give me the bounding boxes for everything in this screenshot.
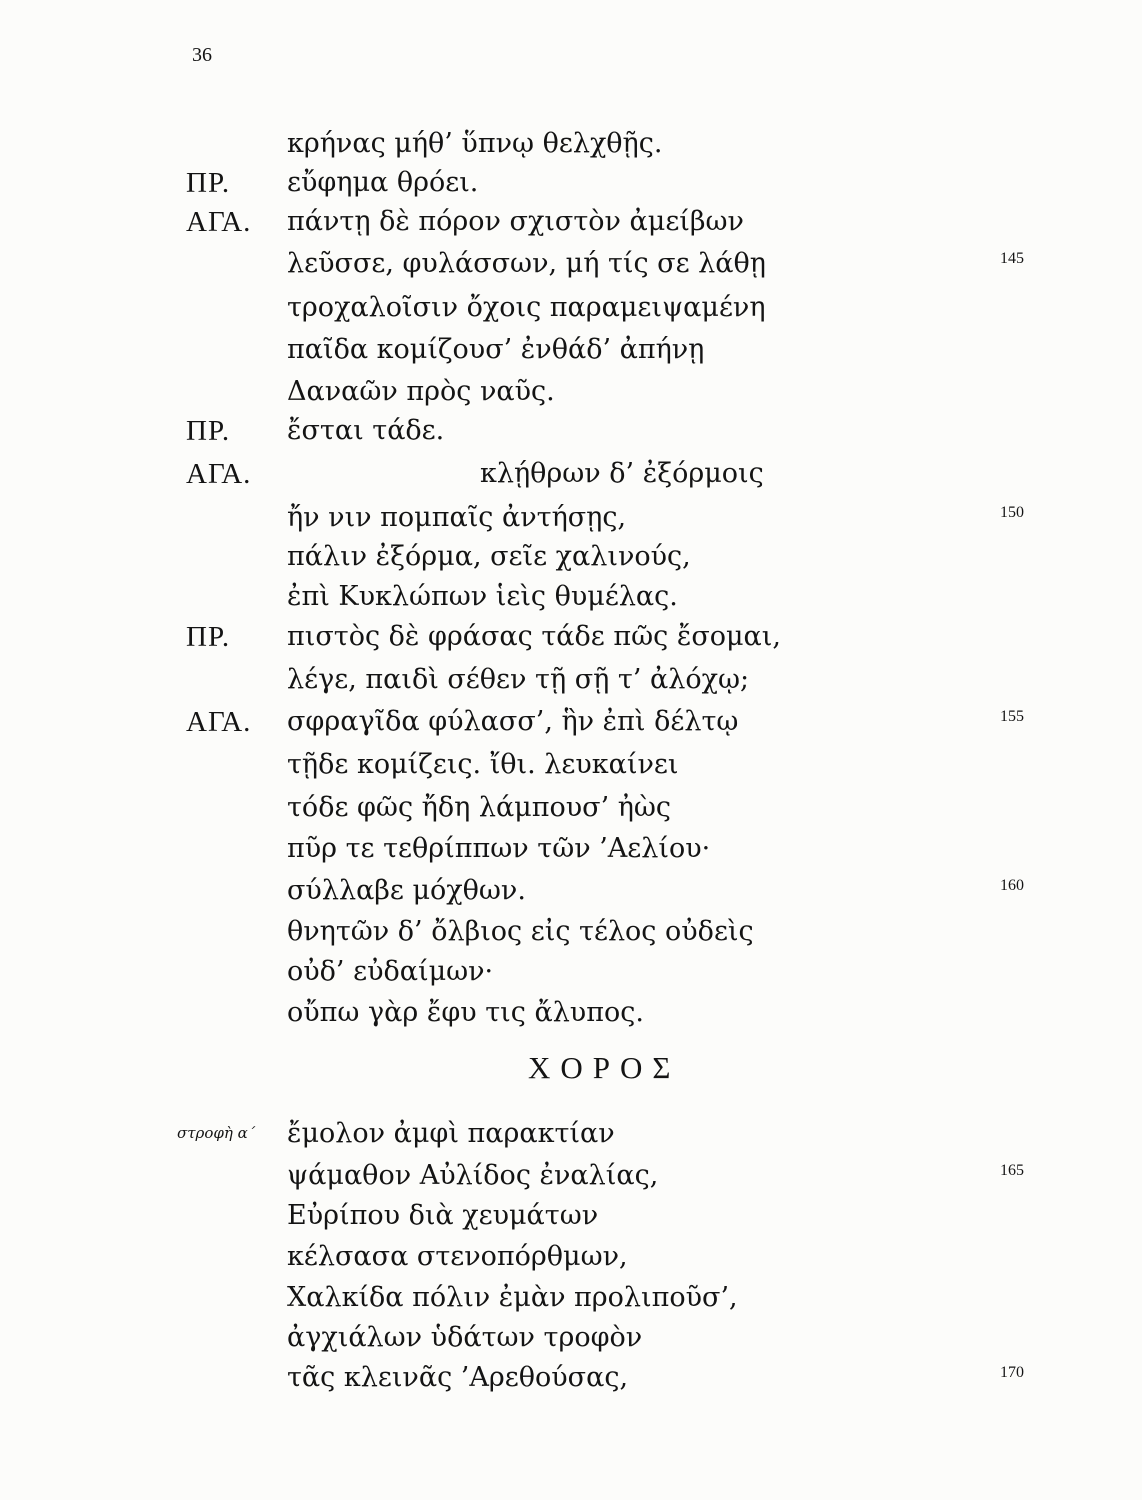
verse-line	[0, 288, 1142, 328]
verse-line	[0, 454, 1142, 494]
verse-text: τροχαλοῖσιν ὄχοις παραμειψαμένη	[287, 292, 766, 323]
verse-text: κρήνας μήθ’ ὕπνῳ θελχθῇς.	[287, 128, 663, 159]
verse-text: πάντῃ δὲ πόρον σχιστὸν ἀμείβων	[287, 206, 744, 237]
stanza-marker: στροφὴ α΄	[177, 1124, 256, 1142]
verse-line	[0, 537, 1142, 577]
verse-line	[0, 702, 1142, 742]
verse-line	[0, 1358, 1142, 1398]
verse-line	[0, 411, 1142, 451]
verse-line	[0, 577, 1142, 617]
verse-line	[0, 871, 1142, 911]
verse-text: Δαναῶν πρὸς ναῦς.	[287, 376, 555, 407]
verse-line	[0, 912, 1142, 952]
verse-line	[0, 202, 1142, 242]
verse-line	[0, 1196, 1142, 1236]
verse-text: ἀγχιάλων ὑδάτων τροφὸν	[287, 1322, 643, 1353]
verse-line	[0, 372, 1142, 412]
verse-line	[0, 993, 1142, 1033]
verse-text: πιστὸς δὲ φράσας τάδε πῶς ἔσομαι,	[287, 621, 781, 652]
chorus-heading: ΧΟΡΟΣ	[528, 1050, 681, 1085]
verse-line	[0, 498, 1142, 538]
verse-text: πῦρ τε τεθρίππων τῶν ’Αελίου·	[287, 833, 711, 864]
verse-text: λεῦσσε, φυλάσσων, μή τίς σε λάθῃ	[287, 248, 766, 279]
verse-line	[0, 163, 1142, 203]
verse-text: κέλσασα στενοπόρθμων,	[287, 1241, 628, 1272]
verse-text: σύλλαβε μόχθων.	[287, 875, 526, 906]
verse-line	[0, 617, 1142, 657]
verse-text: τᾶς κλεινᾶς ’Αρεθούσας,	[287, 1362, 629, 1393]
verse-line	[0, 1156, 1142, 1196]
verse-text: οὔπω γὰρ ἔφυ τις ἄλυπος.	[287, 997, 644, 1028]
verse-text: Εὐρίπου διὰ χευμάτων	[287, 1200, 599, 1231]
verse-text: εὔφημα θρόει.	[287, 167, 479, 198]
verse-line	[0, 660, 1142, 700]
verse-line	[0, 1237, 1142, 1277]
verse-text: Χαλκίδα πόλιν ἐμὰν προλιποῦσ’,	[287, 1282, 738, 1313]
verse-text: κλῄθρων δ’ ἐξόρμοις	[480, 458, 764, 489]
verse-text: ἐπὶ Κυκλώπων ἱεὶς θυμέλας.	[287, 581, 678, 612]
line-number: 160	[1000, 877, 1024, 894]
verse-line	[0, 124, 1142, 164]
verse-text: τῇδε κομίζεις. ἴθι. λευκαίνει	[287, 749, 679, 780]
verse-text: τόδε φῶς ἤδη λάμπουσ’ ἠὼς	[287, 792, 672, 823]
verse-line	[0, 1278, 1142, 1318]
line-number: 150	[1000, 504, 1024, 521]
speaker-label: ΑΓΑ.	[186, 206, 252, 238]
speaker-label: ΑΓΑ.	[186, 706, 252, 738]
verse-text: οὐδ’ εὐδαίμων·	[287, 956, 494, 987]
speaker-label: ΠΡ.	[186, 167, 231, 199]
verse-text: πάλιν ἐξόρμα, σεῖε χαλινούς,	[287, 541, 691, 572]
verse-line	[0, 1114, 1142, 1154]
verse-line	[0, 788, 1142, 828]
verse-line	[0, 952, 1142, 992]
verse-text: ἤν νιν πομπαῖς ἀντήσῃς,	[287, 502, 627, 533]
verse-text: θνητῶν δ’ ὄλβιος εἰς τέλος οὐδεὶς	[287, 916, 754, 947]
speaker-label: ΠΡ.	[186, 621, 231, 653]
verse-line	[0, 244, 1142, 284]
line-number: 165	[1000, 1162, 1024, 1179]
speaker-label: ΑΓΑ.	[186, 458, 252, 490]
verse-text: σφραγῖδα φύλασσ’, ἣν ἐπὶ δέλτῳ	[287, 706, 739, 737]
page-number: 36	[192, 44, 212, 66]
line-number: 155	[1000, 708, 1024, 725]
verse-text: παῖδα κομίζουσ’ ἐνθάδ’ ἀπήνῃ	[287, 334, 705, 365]
verse-line	[0, 330, 1142, 370]
speaker-label: ΠΡ.	[186, 415, 231, 447]
verse-text: ἔσται τάδε.	[287, 415, 445, 446]
line-number: 170	[1000, 1364, 1024, 1381]
verse-line	[0, 745, 1142, 785]
verse-text: ἔμολον ἀμφὶ παρακτίαν	[287, 1118, 615, 1149]
verse-text: λέγε, παιδὶ σέθεν τῇ σῇ τ’ ἀλόχῳ;	[287, 664, 750, 695]
verse-text: ψάμαθον Αὐλίδος ἐναλίας,	[287, 1160, 659, 1191]
verse-line	[0, 829, 1142, 869]
line-number: 145	[1000, 250, 1024, 267]
verse-line	[0, 1318, 1142, 1358]
